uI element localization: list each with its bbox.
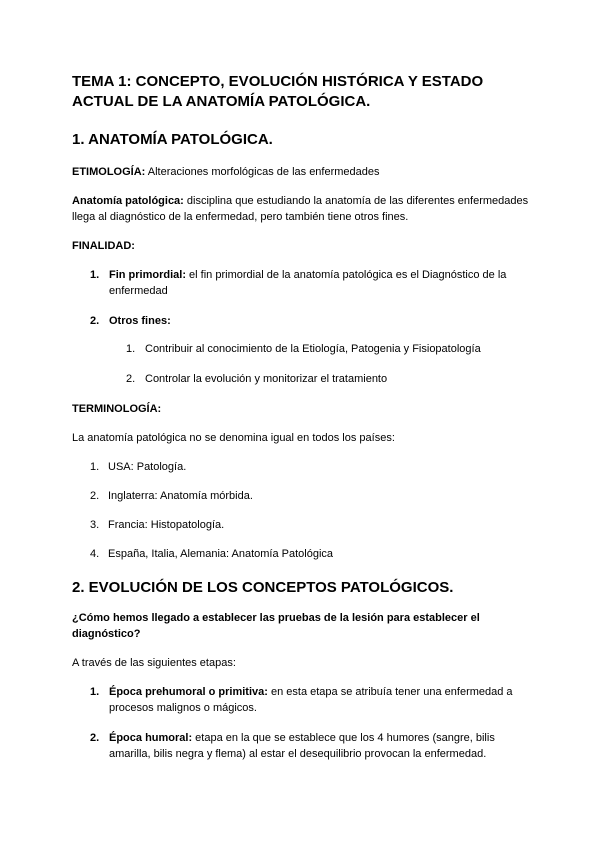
list-item-label: Otros fines: bbox=[109, 315, 171, 327]
list-item-text: Contribuir al conocimiento de la Etiología, Patogenia y Fisiopatología bbox=[145, 343, 481, 355]
list-item bbox=[72, 546, 532, 562]
list-item-text: etapa en la que se establece que los 4 humores (sangre, bilis amarilla, bilis negra y flema) al estar el desequilibrio provocan la enfermedad. bbox=[109, 732, 495, 760]
list-item-label: Época humoral: bbox=[109, 732, 193, 744]
section-2-question: ¿Cómo hemos llegado a establecer las pruebas de la lesión para establecer el diagnóstico? bbox=[72, 612, 480, 640]
list-item-text: España, Italia, Alemania: Anatomía Patológica bbox=[108, 548, 334, 560]
list-number: 2. bbox=[90, 732, 100, 744]
otros-fines-list bbox=[72, 341, 532, 387]
list-item bbox=[72, 313, 532, 329]
document-title: TEMA 1: CONCEPTO, EVOLUCIÓN HISTÓRICA Y ESTADO ACTUAL DE LA ANATOMÍA PATOLÓGICA. bbox=[72, 73, 484, 110]
list-item-label: Fin primordial: bbox=[109, 269, 186, 281]
list-item bbox=[72, 267, 532, 299]
list-item-text: USA: Patología. bbox=[108, 461, 187, 473]
list-item bbox=[72, 488, 532, 504]
list-number: 1. bbox=[90, 686, 100, 698]
finalidad-label: FINALIDAD: bbox=[72, 240, 135, 252]
list-number: 1. bbox=[90, 269, 100, 281]
list-item bbox=[108, 371, 532, 387]
list-item-text: el fin primordial de la anatomía patológica es el Diagnóstico de la enfermedad bbox=[109, 269, 507, 297]
finalidad-list bbox=[72, 267, 532, 329]
list-item bbox=[72, 730, 532, 762]
list-number: 2. bbox=[126, 373, 136, 385]
list-item bbox=[108, 341, 532, 357]
anatomia-paragraph bbox=[72, 193, 532, 225]
section-1-heading: 1. ANATOMÍA PATOLÓGICA. bbox=[72, 131, 273, 148]
section-2-heading: 2. EVOLUCIÓN DE LOS CONCEPTOS PATOLÓGICOS. bbox=[72, 579, 454, 596]
terminologia-list bbox=[72, 459, 532, 562]
list-item-text: en esta etapa se atribuía tener una enfermedad a procesos malignos o mágicos. bbox=[109, 686, 513, 714]
list-item bbox=[72, 684, 532, 716]
list-number: 1. bbox=[126, 343, 136, 355]
list-number: 2. bbox=[90, 490, 100, 502]
etimologia-paragraph bbox=[72, 164, 532, 180]
section-2-intro: A través de las siguientes etapas: bbox=[72, 657, 236, 669]
list-item bbox=[72, 459, 532, 475]
document-page bbox=[72, 72, 532, 776]
list-item bbox=[72, 517, 532, 533]
etimologia-text: Alteraciones morfológicas de las enfermedades bbox=[145, 166, 380, 178]
list-item-text: Controlar la evolución y monitorizar el tratamiento bbox=[145, 373, 388, 385]
terminologia-paragraph: La anatomía patológica no se denomina igual en todos los países: bbox=[72, 432, 395, 444]
list-number: 3. bbox=[90, 519, 100, 531]
etapas-list bbox=[72, 684, 532, 762]
anatomia-label: Anatomía patológica: bbox=[72, 195, 184, 207]
list-number: 2. bbox=[90, 315, 100, 327]
list-number: 1. bbox=[90, 461, 100, 473]
list-item-text: Inglaterra: Anatomía mórbida. bbox=[108, 490, 253, 502]
list-item-text: Francia: Histopatología. bbox=[108, 519, 225, 531]
anatomia-text: disciplina que estudiando la anatomía de las diferentes enfermedades llega al diagnóstico de la enfermedad, pero también tiene otros fines. bbox=[72, 195, 529, 223]
etimologia-label: ETIMOLOGÍA: bbox=[72, 166, 146, 178]
terminologia-label: TERMINOLOGÍA: bbox=[72, 403, 162, 415]
list-number: 4. bbox=[90, 548, 100, 560]
list-item-label: Época prehumoral o primitiva: bbox=[109, 686, 268, 698]
